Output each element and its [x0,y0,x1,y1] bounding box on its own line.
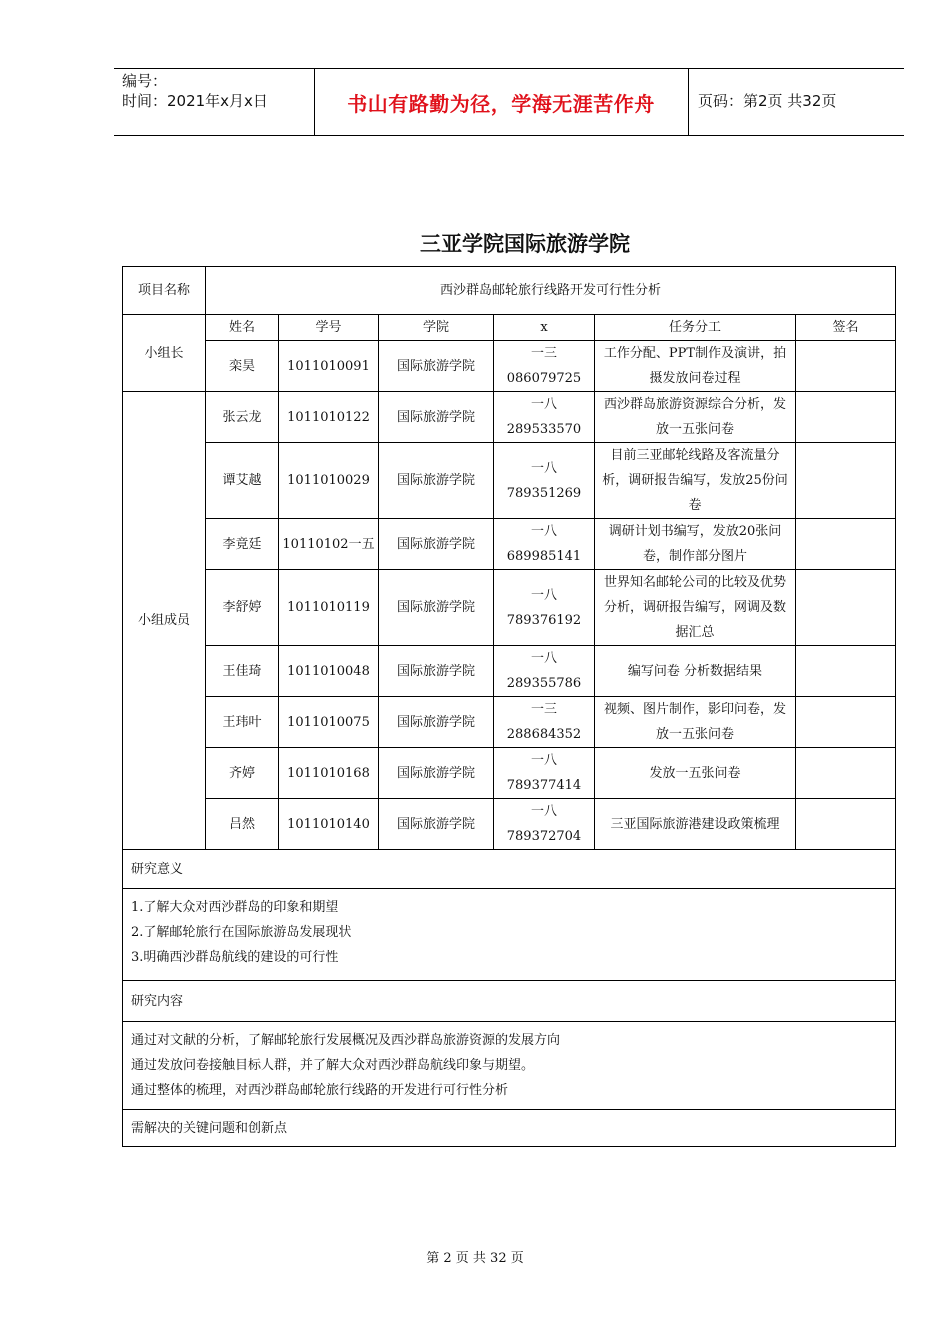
member-college: 国际旅游学院 [379,646,494,697]
content-list-row [123,1022,896,1110]
signature-cell [796,646,896,697]
member-x [494,799,595,850]
member-name: 吕然 [206,799,279,850]
header-bottom-rule [114,135,904,136]
member-id: 10110102一五 [279,519,379,570]
member-id: 1011010048 [279,646,379,697]
column-header: 学院 [379,315,494,341]
member-x [494,443,595,519]
member-task: 世界知名邮轮公司的比较及优势分析，调研报告编写，网调及数据汇总 [595,570,796,646]
page-footer: 第 2 页 共 32 页 [426,1251,524,1266]
members-label: 小组成员 [123,392,206,850]
column-header: 学号 [279,315,379,341]
member-x-line: 一八 [530,460,557,476]
member-x [494,748,595,799]
member-task: 西沙群岛旅游资源综合分析，发放一五张问卷 [595,392,796,443]
member-name: 栾昊 [206,341,279,392]
member-x-line: 789377414 [506,778,582,793]
significance-list-row [123,889,896,981]
signature-cell [796,443,896,519]
project-name: 西沙群岛邮轮旅行线路开发可行性分析 [206,267,896,315]
key-issues-label-row [123,1110,896,1147]
member-name: 李竟廷 [206,519,279,570]
member-id: 1011010119 [279,570,379,646]
column-header: 签名 [796,315,896,341]
significance-list-item: 2.了解邮轮旅行在国际旅游岛发展现状 [131,925,352,940]
project-label: 项目名称 [123,267,206,315]
member-task: 编写问卷 分析数据结果 [595,646,796,697]
member-x-line: 一八 [530,397,557,412]
member-row [123,570,896,646]
member-x-line: 一三 [530,702,557,717]
member-task: 目前三亚邮轮线路及客流量分析，调研报告编写，发放25份问卷 [595,443,796,519]
member-name: 齐婷 [206,748,279,799]
member-task: 工作分配、PPT制作及演讲，拍摄发放问卷过程 [595,341,796,392]
signature-cell [796,748,896,799]
content-list-item: 通过发放问卷接触目标人群，并了解大众对西沙群岛航线印象与期望。 [131,1058,535,1073]
page-header [114,68,904,136]
header-divider [688,68,689,136]
signature-cell [796,392,896,443]
significance-label-row [123,850,896,889]
member-college: 国际旅游学院 [379,392,494,443]
member-x-line: 一八 [530,587,557,603]
member-college: 国际旅游学院 [379,519,494,570]
member-x-line: 288684352 [506,727,582,742]
leader-row [123,341,896,392]
member-college: 国际旅游学院 [379,443,494,519]
member-name: 王佳琦 [206,646,279,697]
content-label-row [123,981,896,1022]
header-meta [122,71,268,111]
member-row [123,748,896,799]
member-id: 1011010140 [279,799,379,850]
member-x-line: 289355786 [506,676,582,691]
significance-list-item: 1.了解大众对西沙群岛的印象和期望 [131,900,339,915]
signature-cell [796,341,896,392]
leader-label: 小组长 [123,315,206,392]
member-x-line: 一三 [530,346,557,361]
member-x [494,646,595,697]
content-list-item: 通过对文献的分析，了解邮轮旅行发展概况及西沙群岛旅游资源的发展方向 [131,1033,561,1048]
signature-cell [796,519,896,570]
key-issues-label: 需解决的关键问题和创新点 [123,1110,896,1147]
column-header: x [494,315,595,341]
project-form-table [122,266,896,1147]
member-row [123,799,896,850]
member-name: 谭艾越 [206,443,279,519]
member-x-line: 289533570 [506,422,582,437]
signature-cell [796,697,896,748]
number-label: 编号： [122,72,168,90]
member-name: 张云龙 [206,392,279,443]
member-x [494,697,595,748]
member-id: 1011010091 [279,341,379,392]
member-x-line: 086079725 [506,371,582,386]
header-page-label: 页码：第2页 共32页 [698,92,837,110]
significance-label: 研究意义 [123,850,896,889]
member-x-line: 789376192 [506,612,582,628]
member-college: 国际旅游学院 [379,697,494,748]
member-x-line: 789351269 [506,485,582,501]
member-x-line: 789372704 [506,829,582,844]
member-task: 视频、图片制作，影印问卷，发放一五张问卷 [595,697,796,748]
member-x-line: 一八 [530,524,557,539]
member-row [123,443,896,519]
member-name: 李舒婷 [206,570,279,646]
project-row [123,267,896,315]
member-x [494,341,595,392]
member-id: 1011010122 [279,392,379,443]
member-x-line: 一八 [530,753,557,768]
member-task: 三亚国际旅游港建设政策梳理 [595,799,796,850]
member-id: 1011010075 [279,697,379,748]
signature-cell [796,570,896,646]
member-x [494,519,595,570]
member-task: 调研计划书编写，发放20张问卷，制作部分图片 [595,519,796,570]
member-row [123,697,896,748]
member-x [494,392,595,443]
significance-list-item: 3.明确西沙群岛航线的建设的可行性 [131,950,339,965]
column-header: 任务分工 [595,315,796,341]
content-list-item: 通过整体的梳理，对西沙群岛邮轮旅行线路的开发进行可行性分析 [131,1083,509,1098]
member-college: 国际旅游学院 [379,799,494,850]
member-x-line: 一八 [530,651,557,666]
member-task: 发放一五张问卷 [595,748,796,799]
member-x [494,570,595,646]
column-header-row [123,315,896,341]
time-label: 时间：2021年x月x日 [122,92,268,110]
document-title: 三亚学院国际旅游学院 [420,232,630,256]
member-college: 国际旅游学院 [379,341,494,392]
content-label: 研究内容 [123,981,896,1022]
member-row [123,646,896,697]
column-header: 姓名 [206,315,279,341]
member-id: 1011010029 [279,443,379,519]
member-college: 国际旅游学院 [379,748,494,799]
member-x-line: 一八 [530,804,557,819]
content-list [123,1022,896,1110]
member-college: 国际旅游学院 [379,570,494,646]
member-row [123,519,896,570]
member-x-line: 689985141 [506,549,582,564]
member-id: 1011010168 [279,748,379,799]
member-row [123,392,896,443]
significance-list [123,889,896,981]
header-top-rule [114,68,904,69]
signature-cell [796,799,896,850]
header-motto: 书山有路勤为径，学海无涯苦作舟 [347,92,655,116]
member-name: 王玮叶 [206,697,279,748]
